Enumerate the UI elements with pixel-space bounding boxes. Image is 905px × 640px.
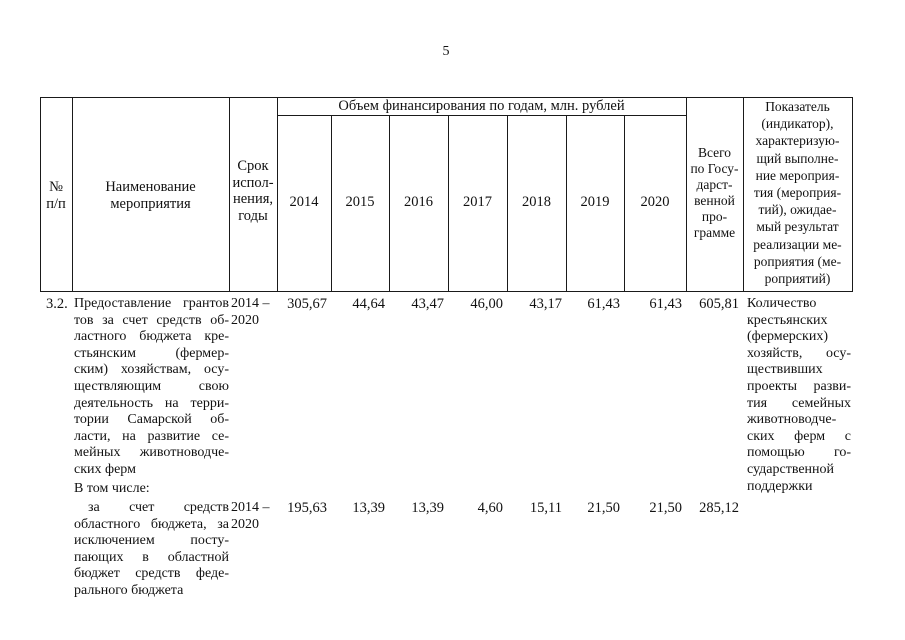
header-year-2019: 2019 — [580, 194, 610, 210]
page-number: 5 — [442, 44, 450, 59]
row1-value-2017: 46,00 — [470, 296, 503, 312]
header-num: № п/п — [46, 179, 66, 212]
row1-value-2020: 61,43 — [649, 296, 682, 312]
row1-term: 2014 – 2020 — [231, 296, 270, 328]
row1-num: 3.2. — [46, 296, 68, 312]
header-year-2015: 2015 — [345, 194, 375, 210]
row1-value-2015: 44,64 — [352, 296, 385, 312]
col-border-right — [852, 97, 853, 292]
row2-value-2019: 21,50 — [587, 500, 620, 516]
header-total: Всего по Госу- дарст- венной про- грамме — [690, 145, 739, 240]
row2-value-2014: 195,63 — [287, 500, 327, 516]
row2-value-2017: 4,60 — [477, 500, 503, 516]
in-that-label: В том числе: — [74, 481, 150, 496]
header-name: Наименование мероприятия — [105, 179, 196, 212]
row1-name: Предоставление грантов тов за счет средств об- ластного бюджета кре- стьянским (фермер- ским) хозяйствам, осу- ществляющим свою деятельность на терри- тории Самарской об- ласти, на развитие се- мейных животноводче- ских ферм — [74, 296, 229, 477]
row1-value-2016: 43,47 — [411, 296, 444, 312]
header-indicator: Показатель (индикатор), характеризую- щий выполне- ние мероприя- тия (мероприя- тий), ожидае- мый результат реализации ме- роприятия (ме- роприятий) — [753, 99, 842, 287]
row2-total: 285,12 — [699, 500, 739, 516]
header-year-2016: 2016 — [404, 194, 433, 210]
header-funding-title: Объем финансирования по годам, млн. рублей — [338, 98, 625, 114]
row2-value-2016: 13,39 — [411, 500, 444, 516]
row1-value-2014: 305,67 — [287, 296, 327, 312]
header-bottom-border — [40, 291, 853, 292]
header-year-2014: 2014 — [289, 194, 319, 210]
row2-term: 2014 – 2020 — [231, 500, 270, 532]
row1-indicator: Количество крестьянских (фермерских) хозяйств, осу- ществивших проекты разви- тия семейных животноводче- ских ферм с помощью го- сударственной поддержки — [747, 296, 851, 494]
header-year-2018: 2018 — [522, 194, 551, 210]
row1-value-2018: 43,17 — [529, 296, 562, 312]
row1-value-2019: 61,43 — [587, 296, 620, 312]
row2-value-2018: 15,11 — [529, 500, 562, 516]
row2-name: за счет средств областного бюджета, за исключением посту- пающих в областной бюджет средств феде- рального бюджета — [74, 500, 229, 598]
row1-total: 605,81 — [699, 296, 739, 312]
header-term: Срок испол- нения, годы — [232, 158, 274, 224]
header-year-2020: 2020 — [640, 194, 670, 210]
header-year-2017: 2017 — [463, 194, 492, 210]
row2-value-2020: 21,50 — [649, 500, 682, 516]
row2-value-2015: 13,39 — [352, 500, 385, 516]
